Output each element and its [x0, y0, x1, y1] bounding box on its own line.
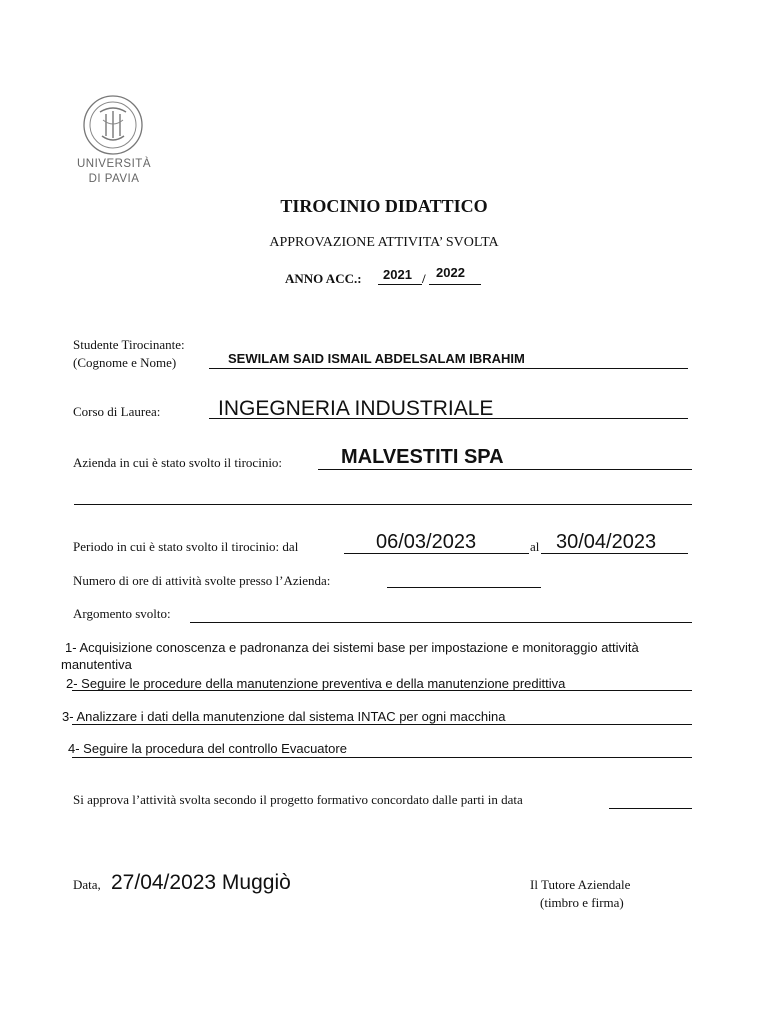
approval-date-line[interactable] [609, 808, 692, 809]
argomento-item-4[interactable]: 4- Seguire la procedura del controllo Evacuatore [68, 741, 347, 756]
ore-label: Numero di ore di attività svolte presso l’Azienda: [73, 573, 331, 588]
anno-separator: / [422, 271, 426, 286]
anno-start-value[interactable]: 2021 [383, 267, 412, 282]
azienda-line [318, 469, 692, 470]
ore-line[interactable] [387, 587, 541, 588]
azienda-line-2 [74, 504, 692, 505]
periodo-start-field[interactable]: 06/03/2023 [376, 531, 477, 553]
periodo-label: Periodo in cui è stato svolto il tirocinio: dal [73, 539, 299, 554]
approval-text: Si approva l’attività svolta secondo il progetto formativo concordato dalle parti in data [73, 792, 523, 807]
logo-line-2: DI PAVIA [88, 173, 140, 185]
azienda-field[interactable]: MALVESTITI SPA [341, 446, 504, 468]
university-seal-icon [80, 94, 146, 156]
anno-start-line [378, 284, 422, 285]
argomento-item-1-cont[interactable]: manutentiva [61, 657, 132, 672]
student-sublabel: (Cognome e Nome) [73, 355, 177, 370]
student-label: Studente Tirocinante: [73, 337, 185, 352]
argomento-item-4-line [72, 757, 692, 758]
anno-label: ANNO ACC.: [285, 271, 362, 286]
anno-end-line [429, 284, 481, 285]
argomento-item-3-line [72, 724, 692, 725]
periodo-end-field[interactable]: 30/04/2023 [556, 531, 657, 553]
page-title: TIROCINIO DIDATTICO [280, 196, 488, 216]
data-label: Data, [73, 877, 101, 892]
tutor-sublabel: (timbro e firma) [540, 895, 624, 910]
argomento-item-3[interactable]: 3- Analizzare i dati della manutenzione dal sistema INTAC per ogni macchina [62, 709, 506, 724]
tutor-label: Il Tutore Aziendale [530, 877, 631, 892]
argomento-item-1[interactable]: 1- Acquisizione conoscenza e padronanza dei sistemi base per impostazione e monitoraggio attività [65, 640, 639, 655]
azienda-label: Azienda in cui è stato svolto il tirocinio: [73, 455, 283, 470]
data-field[interactable]: 27/04/2023 Muggiò [111, 871, 291, 894]
anno-end-value[interactable]: 2022 [436, 265, 465, 280]
university-logo [74, 94, 154, 190]
argomento-item-2[interactable]: 2- Seguire le procedure della manutenzione preventiva e della manutenzione predittiva [66, 676, 566, 691]
logo-line-1: UNIVERSITÀ [76, 158, 151, 170]
student-line [209, 368, 688, 369]
corso-label: Corso di Laurea: [73, 404, 161, 419]
argomento-label: Argomento svolto: [73, 606, 171, 621]
page-subtitle: APPROVAZIONE ATTIVITA’ SVOLTA [269, 235, 499, 250]
periodo-al-label: al [530, 539, 540, 554]
argomento-line [190, 622, 692, 623]
student-name-field[interactable]: SEWILAM SAID ISMAIL ABDELSALAM IBRAHIM [228, 351, 525, 366]
corso-field[interactable]: INGEGNERIA INDUSTRIALE [218, 397, 494, 420]
